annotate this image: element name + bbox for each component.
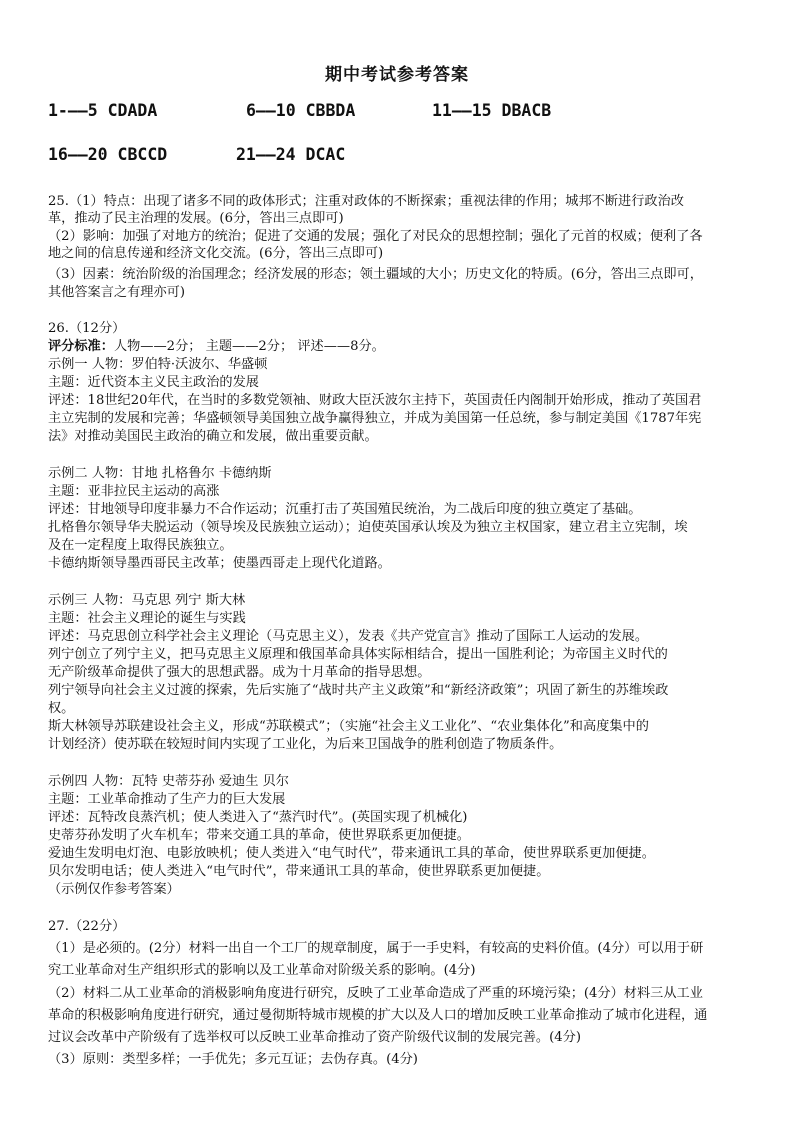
example-line: 示例四 人物：瓦特 史蒂芬孙 爱迪生 贝尔	[48, 774, 289, 789]
answer-range-6-10: 6——10 CBBDA	[246, 101, 356, 120]
example-line: 计划经济）使苏联在较短时间内实现了工业化，为后来卫国战争的胜利创造了物质条件。	[48, 737, 563, 752]
example-line: 评述：瓦特改良蒸汽机；使人类进入了“蒸汽时代”。(英国实现了机械化)	[48, 810, 468, 825]
example-line: 评述：甘地领导印度非暴力不合作运动；沉重打击了英国殖民统治，为二战后印度的独立奠定了基础。	[48, 502, 642, 517]
example-line: 评述：18世纪20年代，在当时的多数党领袖、财政大臣沃波尔主持下，英国责任内阁制开始形成，推动了英国君	[48, 393, 702, 408]
q27-line: （2）材料二从工业革命的消极影响角度进行研究，反映了工业革命造成了严重的环境污染；(4分）材料三从工业	[48, 986, 703, 1001]
example-line: 爱迪生发明电灯泡、电影放映机；使人类进入“电气时代”，带来通讯工具的革命，使世界联系更加便捷。	[48, 846, 655, 861]
q25-line: 其他答案言之有理亦可)	[48, 285, 186, 300]
example-line: 扎格鲁尔领导华夫脱运动（领导埃及民族独立运动）；迫使英国承认埃及为独立主权国家，建立君主立宪制，埃	[48, 520, 688, 535]
q25-line: （3）因素：统治阶级的治国理念；经济发展的形态；领土疆域的大小；历史文化的特质。(6分，答出三点即可，	[48, 267, 703, 282]
example-line: 示例三 人物：马克思 列宁 斯大林	[48, 593, 246, 608]
q25-line: 革，推动了民主治理的发展。(6分，答出三点即可)	[48, 211, 344, 226]
answer-range-16-20: 16——20 CBCCD	[48, 145, 168, 164]
q27-line: （1）是必须的。(2分）材料一出自一个工厂的规章制度，属于一手史料，有较高的史料价值。(4分）可以用于研	[48, 941, 704, 956]
q26-heading: 26.（12分）	[48, 321, 126, 336]
answer-range-11-15: 11——15 DBACB	[432, 101, 552, 120]
example-line: 史蒂芬孙发明了火车机车；带来交通工具的革命，使世界联系更加便捷。	[48, 828, 470, 843]
q27-line: （3）原则：类型多样；一手优先；多元互证；去伪存真。(4分)	[48, 1052, 418, 1067]
q25-line: （2）影响：加强了对地方的统治；促进了交通的发展；强化了对民众的思想控制；强化了元首的权威；便利了各	[48, 229, 703, 244]
q25-line: 地之间的信息传递和经济文化交流。(6分，答出三点即可)	[48, 246, 384, 261]
example-line: 列宁创立了列宁主义，把马克思主义原理和俄国革命具体实际相结合，提出一国胜利论；为帝国主义时代的	[48, 647, 668, 662]
answer-range-1-5: 1-——5 CDADA	[48, 101, 158, 120]
example-line: 权。	[48, 701, 75, 716]
example-line: 主题：近代资本主义民主政治的发展	[48, 375, 259, 390]
q27-line: 过议会改革中产阶级有了选举权可以反映工业革命推动了资产阶级代议制的发展完善。(4分)	[48, 1030, 581, 1045]
example-line: 主题：亚非拉民主运动的高涨	[48, 484, 220, 499]
example-line: 主题：社会主义理论的诞生与实践	[48, 611, 246, 626]
answer-range-21-24: 21——24 DCAC	[236, 145, 346, 164]
example-line: 主题：工业革命推动了生产力的巨大发展	[48, 792, 286, 807]
q27-heading: 27.（22分）	[48, 919, 126, 934]
example-line: 示例一 人物：罗伯特·沃波尔、华盛顿	[48, 357, 268, 372]
example-note: （示例仅作参考答案）	[48, 882, 180, 897]
page-title: 期中考试参考答案	[325, 65, 469, 85]
example-line: 评述：马克思创立科学社会主义理论（马克思主义），发表《共产党宣言》推动了国际工人运动的发展。	[48, 629, 649, 644]
q25-line: 25.（1）特点：出现了诸多不同的政体形式；注重对政体的不断探索；重视法律的作用；城邦不断进行政治改	[48, 194, 684, 209]
example-line: 示例二 人物：甘地 扎格鲁尔 卡德纳斯	[48, 466, 272, 481]
example-line: 贝尔发明电话；使人类进入“电气时代”，带来通讯工具的革命，使世界联系更加便捷。	[48, 864, 550, 879]
example-line: 斯大林领导苏联建设社会主义，形成“苏联模式”；（实施“社会主义工业化”、“农业集体化”和高度集中的	[48, 719, 649, 734]
example-line: 卡德纳斯领导墨西哥民主改革；使墨西哥走上现代化道路。	[48, 556, 391, 571]
scoring-text: 人物——2分； 主题——2分； 评述——8分。	[113, 339, 385, 354]
example-line: 主立宪制的发展和完善；华盛顿领导美国独立战争赢得独立，并成为美国第一任总统，参与制定美国《1787年宪	[48, 411, 702, 426]
example-line: 及在一定程度上取得民族独立。	[48, 538, 233, 553]
q27-line: 究工业革命对生产组织形式的影响以及工业革命对阶级关系的影响。(4分)	[48, 963, 476, 978]
q27-line: 革命的积极影响角度进行研究，通过曼彻斯特城市规模的扩大以及人口的增加反映工业革命推动了城市化进程，通	[48, 1008, 708, 1023]
example-line: 无产阶级革命提供了强大的思想武器。成为十月革命的指导思想。	[48, 665, 431, 680]
example-line: 法》对推动美国民主政治的确立和发展，做出重要贡献。	[48, 429, 378, 444]
example-line: 列宁领导向社会主义过渡的探索，先后实施了“战时共产主义政策”和“新经济政策”；巩固了新生的苏维埃政	[48, 683, 669, 698]
scoring-label: 评分标准：	[48, 339, 114, 354]
q26-scoring-standard	[48, 338, 385, 355]
